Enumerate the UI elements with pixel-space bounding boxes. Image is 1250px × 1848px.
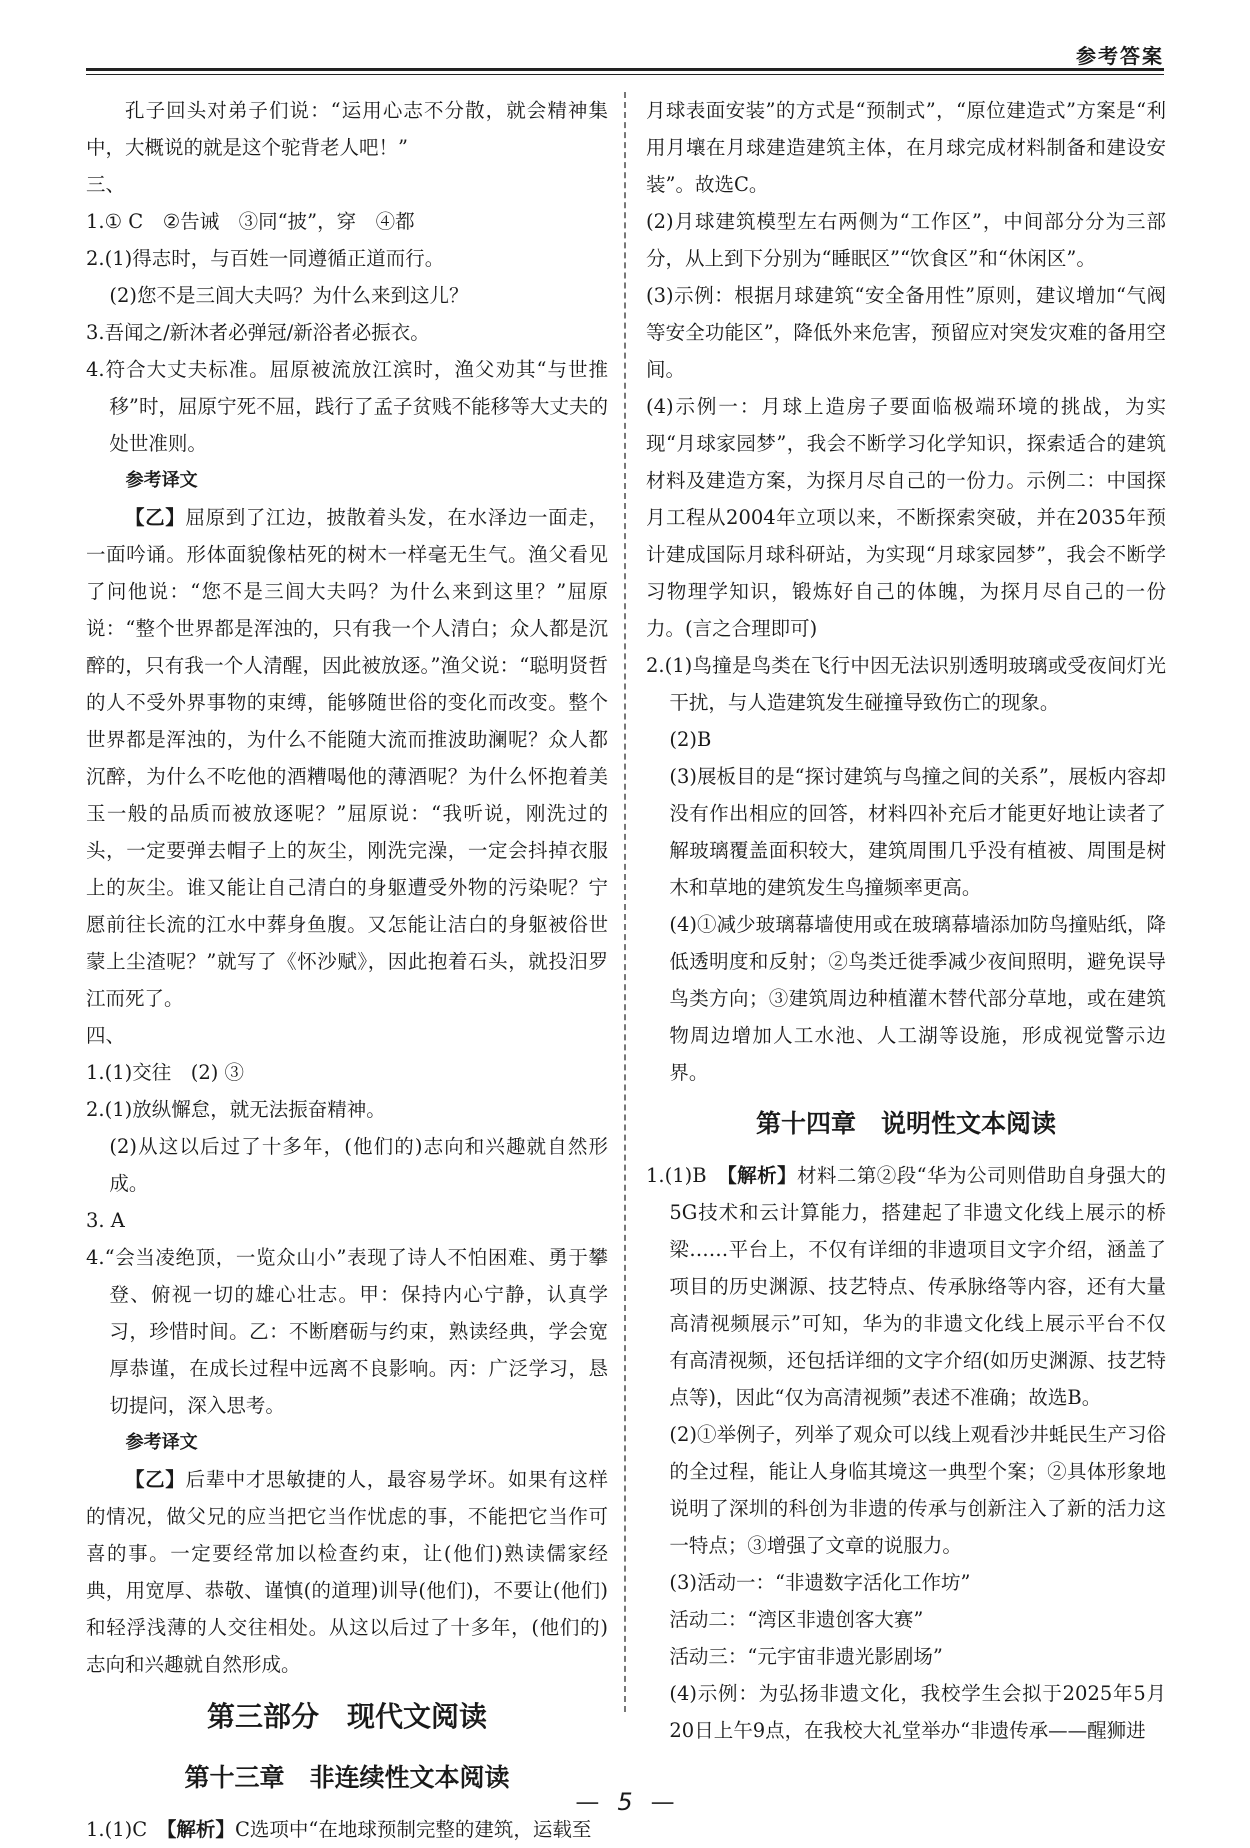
answer-item: 1.(1)交往 (2) ③ [86, 1061, 245, 1084]
answer-item: 4.“会当凌绝顶，一览众山小”表现了诗人不怕困难、勇于攀登、俯视一切的雄心壮志。甲：保持内心宁静，认真学习，珍惜时间。乙：不断磨砺与约束，熟读经典，学会宽厚恭谨，在成长过程中远离不良影响。丙：广泛学习，恳切提问，深入思考。 [86, 1246, 608, 1417]
dash-right: — [650, 1788, 675, 1816]
answer-item: (2)①举例子，列举了观众可以线上观看沙井蚝民生产习俗的全过程，能让人身临其境这一典型个案；②具体形象地说明了深圳的科创为非遗的传承与创新注入了新的活力这一特点；③增强了文章的说服力。 [669, 1423, 1166, 1557]
dash-left: — [575, 1788, 600, 1816]
translation-body: 屈原到了江边，披散着头发，在水泽边一面走，一面吟诵。形体面貌像枯死的树木一样毫无生气。渔父看见了问他说：“您不是三闾大夫吗？为什么来到这里？”屈原说：“整个世界都是浑浊的，只有我一个人清白；众人都是沉醉的，只有我一个人清醒，因此被放逐。”渔父说：“聪明贤哲的人不受外界事物的束缚，能够随世俗的变化而改变。整个世界都是浑浊的，为什么不能随大流而推波助澜呢？众人都沉醉，为什么不吃他的酒糟喝他的薄酒呢？为什么怀抱着美玉一般的品质而被放逐呢？”屈原说：“我听说，刚洗过的头，一定要弹去帽子上的灰尘，刚洗完澡，一定会抖掉衣服上的灰尘。谁又能让自己清白的身躯遭受外物的污染呢？宁愿前往长流的江水中葬身鱼腹。又怎能让洁白的身躯被俗世蒙上尘渣呢？”就写了《怀沙赋》，因此抱着石头，就投汨罗江而死了。 [86, 506, 608, 1010]
answer-item: (3)展板目的是“探讨建筑与鸟撞之间的关系”，展板内容却没有作出相应的回答，材料四补充后才能更好地让读者了解玻璃覆盖面积较大，建筑周围几乎没有植被、周围是树木和草地的建筑发生鸟撞频率更高。 [669, 765, 1166, 899]
column-divider [624, 92, 626, 1712]
answer-number: 1.(1)B [646, 1164, 707, 1187]
answer-item: 1.① C ②告诫 ③同“披”，穿 ④都 [86, 210, 415, 233]
translation-text [86, 499, 608, 1017]
translation-body: 后辈中才思敏捷的人，最容易学坏。如果有这样的情况，做父兄的应当把它当作忧虑的事，不能把它当作可喜的事。一定要经常加以检查约束，让(他们)熟读儒家经典，用宽厚、恭敬、谨慎(的道理)训导(他们)，不要让(他们)和轻浮浅薄的人交往相处。从这以后过了十多年，(他们的)志向和兴趣就自然形成。 [86, 1468, 608, 1676]
page-number-value: 5 [617, 1788, 633, 1816]
translation-label: 【乙】 [125, 506, 186, 529]
answer-item: (3)活动一：“非遗数字活化工作坊” [669, 1571, 971, 1594]
analysis-label: 【解析】 [166, 1818, 235, 1841]
answer-item [646, 1157, 1166, 1416]
analysis-text: 材料二第②段“华为公司则借助自身强大的5G技术和云计算能力，搭建起了非遗文化线上展示的桥梁……平台上，不仅有详细的非遗项目文字介绍，涵盖了项目的历史渊源、技艺特点、传承脉络等内容，还有大量高清视频展示”可知，华为的非遗文化线上展示平台不仅有高清视频，还包括详细的文字介绍(如历史渊源、技艺特点等)，因此“仅为高清视频”表述不准确；故选B。 [669, 1164, 1166, 1409]
paragraph: 月球表面安装”的方式是“预制式”，“原位建造式”方案是“利用月壤在月球建造建筑主体，在月球完成材料制备和建设安装”。故选C。 [646, 99, 1166, 196]
answer-item [86, 1811, 608, 1848]
paragraph: 孔子回头对弟子们说：“运用心志不分散，就会精神集中，大概说的就是这个驼背老人吧！” [86, 99, 608, 159]
answer-item: 3.吾闻之/新沐者必弹冠/新浴者必振衣。 [86, 321, 430, 344]
part-title: 第三部分 现代文阅读 [206, 1700, 487, 1733]
answer-number: 1.(1)C [86, 1818, 148, 1841]
answer-item: (2)月球建筑模型左右两侧为“工作区”，中间部分分为三部分，从上到下分别为“睡眠区”“饮食区”和“休闲区”。 [646, 210, 1166, 270]
answer-item: 4.符合大丈夫标准。屈原被流放江滨时，渔父劝其“与世推移”时，屈原宁死不屈，践行了孟子贫贱不能移等大丈夫的处世准则。 [86, 358, 608, 455]
header-title: 参考答案 [1076, 44, 1164, 68]
answer-item: (4)①减少玻璃幕墙使用或在玻璃幕墙添加防鸟撞贴纸，降低透明度和反射；②鸟类迁徙季减少夜间照明，避免误导鸟类方向；③建筑周边种植灌木替代部分草地，或在建筑物周边增加人工水池、人工湖等设施，形成视觉警示边界。 [669, 913, 1166, 1084]
answer-item: 活动二：“湾区非遗创客大赛” [669, 1608, 924, 1631]
header-rule-thick [86, 68, 1164, 71]
left-column [86, 92, 608, 1848]
answer-item: (2)您不是三闾大夫吗？为什么来到这儿？ [109, 284, 469, 307]
analysis-label: 【解析】 [726, 1164, 797, 1187]
translation-text [86, 1461, 608, 1683]
answer-item: (4)示例一：月球上造房子要面临极端环境的挑战，为实现“月球家园梦”，我会不断学习化学知识，探索适合的建筑材料及建造方案，为探月尽自己的一份力。示例二：中国探月工程从2004年立项以来，不断探索突破，并在2035年预计建成国际月球科研站，为实现“月球家园梦”，我会不断学习物理学知识，锻炼好自己的体魄，为探月尽自己的一份力。(言之合理即可) [646, 395, 1166, 640]
translation-heading: 参考译文 [125, 470, 198, 491]
page-number [0, 1788, 1250, 1816]
translation-heading: 参考译文 [125, 1432, 198, 1453]
answer-item: (4)示例：为弘扬非遗文化，我校学生会拟于2025年5月20日上午9点，在我校大礼堂举办“非遗传承——醒狮进 [669, 1682, 1166, 1742]
translation-label: 【乙】 [125, 1468, 186, 1491]
answer-item: 3. A [86, 1209, 125, 1232]
chapter-title: 第十三章 非连续性文本阅读 [184, 1763, 510, 1792]
answer-item: 活动三：“元宇宙非遗光影剧场” [669, 1645, 943, 1668]
answer-item: (3)示例：根据月球建筑“安全备用性”原则，建议增加“气阀等安全功能区”，降低外来危害，预留应对突发灾难的备用空间。 [646, 284, 1166, 381]
answer-item: 2.(1)鸟撞是鸟类在飞行中因无法识别透明玻璃或受夜间灯光干扰，与人造建筑发生碰撞导致伤亡的现象。 [646, 654, 1166, 714]
section-number: 四、 [86, 1024, 126, 1047]
answer-item: 2.(1)得志时，与百姓一同遵循正道而行。 [86, 247, 445, 270]
answer-item: (2)B [669, 728, 712, 751]
right-column [646, 92, 1166, 1749]
analysis-text: C选项中“在地球预制完整的建筑，运载至 [234, 1818, 592, 1841]
answer-item: 2.(1)放纵懈怠，就无法振奋精神。 [86, 1098, 386, 1121]
section-number: 三、 [86, 173, 126, 196]
header-rule-thin [86, 74, 1164, 75]
answer-item: (2)从这以后过了十多年，(他们的)志向和兴趣就自然形成。 [109, 1135, 608, 1195]
chapter-title: 第十四章 说明性文本阅读 [755, 1109, 1056, 1138]
